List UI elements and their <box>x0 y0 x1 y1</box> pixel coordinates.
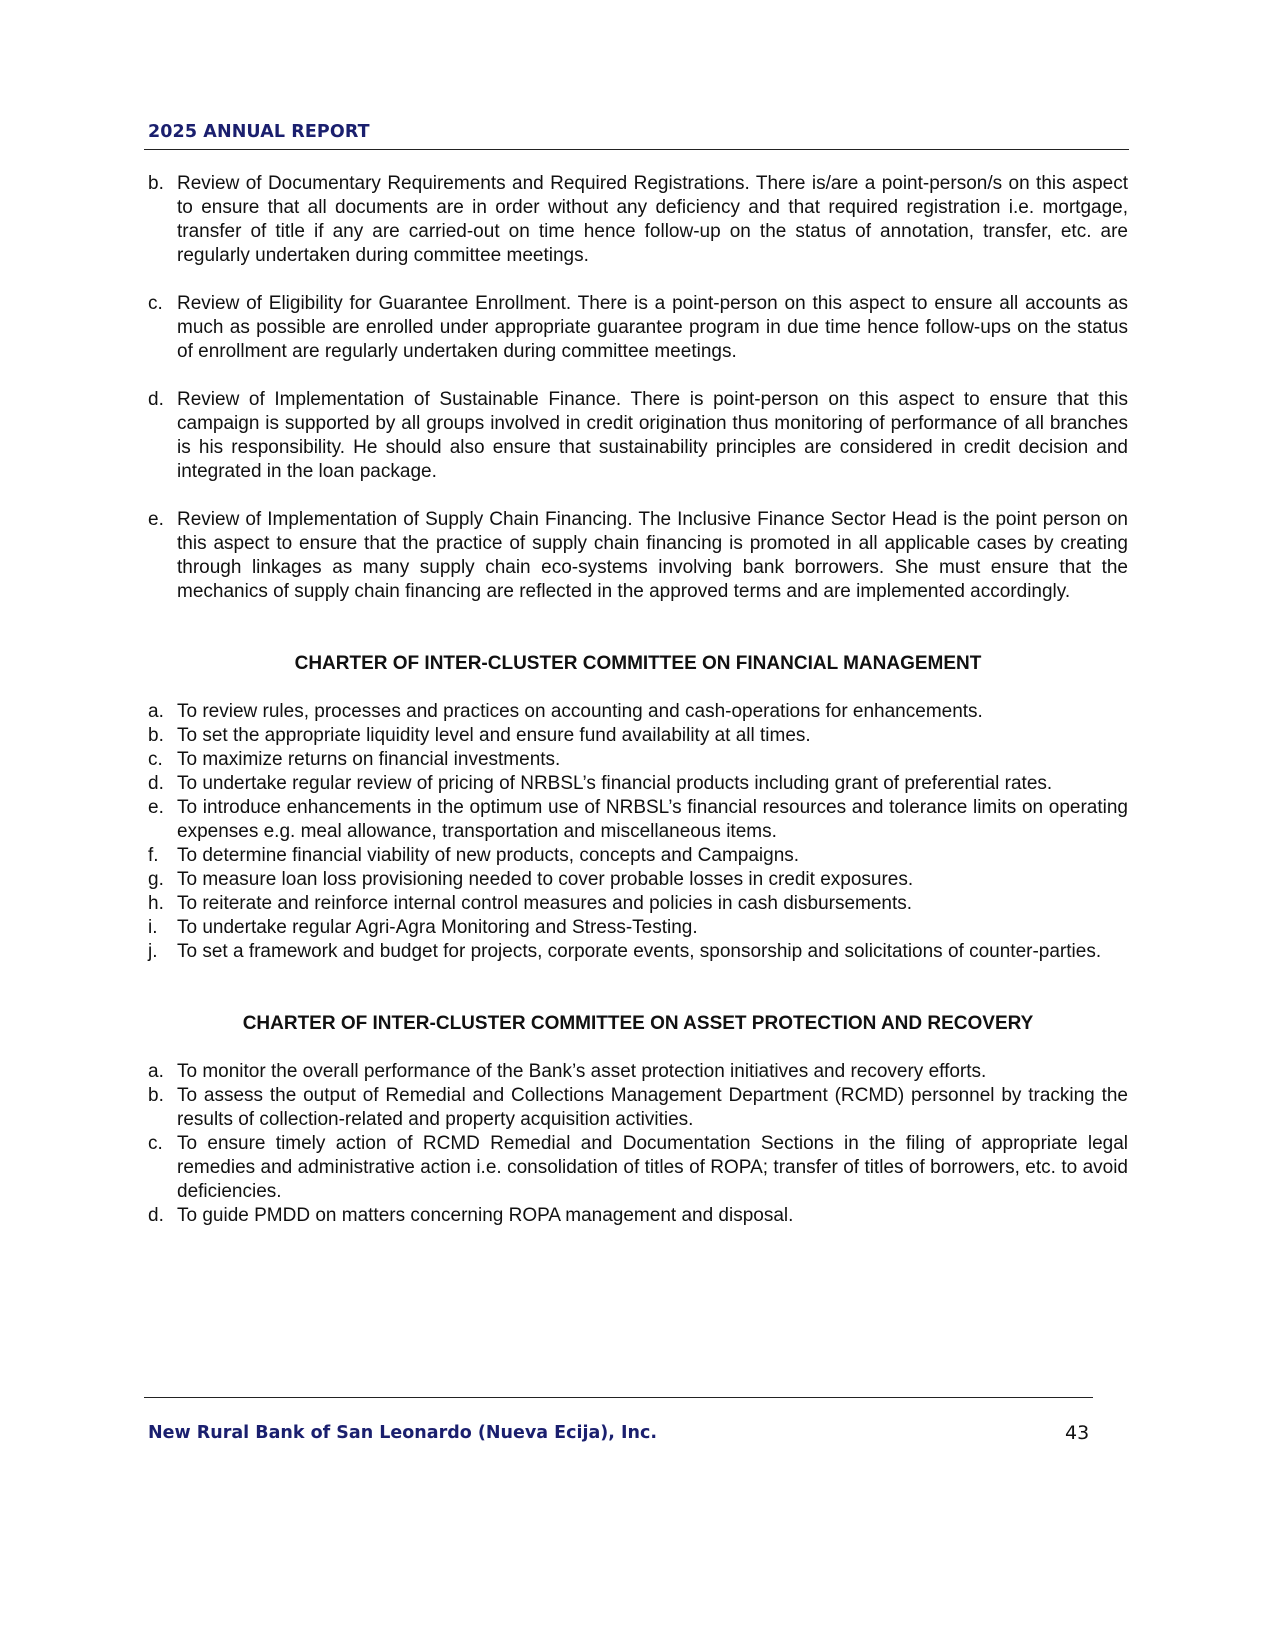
asset-protection-heading: CHARTER OF INTER-CLUSTER COMMITTEE ON ASSET PROTECTION AND RECOVERY <box>242 1013 1034 1034</box>
financial-management-list <box>148 700 1128 964</box>
page-body <box>148 172 1128 1228</box>
list-marker: b. <box>148 725 164 746</box>
footer-divider <box>144 1397 1093 1398</box>
list-item <box>148 724 1128 748</box>
list-item <box>148 1060 1128 1084</box>
list-item <box>148 940 1128 964</box>
report-header-title: 2025 ANNUAL REPORT <box>148 122 370 142</box>
list-item <box>148 796 1128 844</box>
list-item <box>148 1084 1128 1132</box>
list-marker: g. <box>148 869 164 890</box>
list-item-text: To measure loan loss provisioning needed to cover probable losses in credit exposures. <box>177 869 914 890</box>
list-marker: f. <box>148 845 159 866</box>
list-item <box>148 916 1128 940</box>
list-item-text: To undertake regular review of pricing of NRBSL’s financial products including grant of preferential rates. <box>177 773 1053 794</box>
list-marker: h. <box>148 893 164 914</box>
list-item-text: To ensure timely action of RCMD Remedial and Documentation Sections in the filing of appropriate legal remedies and administrative action i.e. consolidation of titles of ROPA; transfer of titles of borrowers, etc. to avoid deficiencies. <box>177 1133 1128 1202</box>
list-item-text: To monitor the overall performance of the Bank’s asset protection initiatives and recovery efforts. <box>177 1061 987 1082</box>
list-item-text: To introduce enhancements in the optimum use of NRBSL’s financial resources and tolerance limits on operating expenses e.g. meal allowance, transportation and miscellaneous items. <box>177 797 1128 842</box>
list-marker: e. <box>148 509 164 530</box>
list-item <box>148 844 1128 868</box>
list-item-text: To set a framework and budget for projects, corporate events, sponsorship and solicitations of counter-parties. <box>177 941 1102 962</box>
list-marker: d. <box>148 773 164 794</box>
list-marker: a. <box>148 1061 164 1082</box>
list-item <box>148 172 1128 268</box>
list-item-text: To undertake regular Agri-Agra Monitoring and Stress-Testing. <box>177 917 698 938</box>
list-item <box>148 772 1128 796</box>
asset-protection-list <box>148 1060 1128 1228</box>
list-marker: c. <box>148 749 163 770</box>
list-item-text: To reiterate and reinforce internal control measures and policies in cash disbursements. <box>177 893 913 914</box>
list-item-text: To assess the output of Remedial and Collections Management Department (RCMD) personnel by tracking the results of collection-related and property acquisition activities. <box>177 1085 1128 1130</box>
list-item-text: To review rules, processes and practices on accounting and cash-operations for enhancements. <box>177 701 983 722</box>
list-item-text: Review of Implementation of Sustainable Finance. There is point-person on this aspect to ensure that this campaign is supported by all groups involved in credit origination thus monitoring of performance of all branches is his responsibility. He should also ensure that sustainability principles are considered in credit decision and integrated in the loan package. <box>177 389 1128 482</box>
list-item-text: To determine financial viability of new products, concepts and Campaigns. <box>177 845 800 866</box>
review-items-list <box>148 172 1128 604</box>
footer-organization-name: New Rural Bank of San Leonardo (Nueva Ecija), Inc. <box>148 1423 657 1443</box>
list-marker: j. <box>148 941 158 962</box>
list-item-text: Review of Documentary Requirements and Required Registrations. There is/are a point-person/s on this aspect to ensure that all documents are in order without any deficiency and that required registration i.e. mortgage, transfer of title if any are carried-out on time hence follow-up on the status of annotation, transfer, etc. are regularly undertaken during committee meetings. <box>177 173 1128 266</box>
list-item <box>148 388 1128 484</box>
list-item <box>148 700 1128 724</box>
list-marker: c. <box>148 1133 163 1154</box>
list-item <box>148 1204 1128 1228</box>
list-item-text: To set the appropriate liquidity level and ensure fund availability at all times. <box>177 725 811 746</box>
list-marker: e. <box>148 797 164 818</box>
list-marker: d. <box>148 389 164 410</box>
list-item <box>148 748 1128 772</box>
list-marker: b. <box>148 173 164 194</box>
list-marker: c. <box>148 293 163 314</box>
list-marker: a. <box>148 701 164 722</box>
list-marker: i. <box>148 917 158 938</box>
list-item <box>148 508 1128 604</box>
page-number: 43 <box>1065 1422 1090 1444</box>
list-item <box>148 892 1128 916</box>
list-item-text: Review of Implementation of Supply Chain Financing. The Inclusive Finance Sector Head is the point person on this aspect to ensure that the practice of supply chain financing is promoted in all applicable cases by creating through linkages as many supply chain eco-systems involving bank borrowers. She must ensure that the mechanics of supply chain financing are reflected in the approved terms and are implemented accordingly. <box>177 509 1128 602</box>
list-item <box>148 1132 1128 1204</box>
list-marker: d. <box>148 1205 164 1226</box>
list-item <box>148 292 1128 364</box>
header-divider <box>144 149 1129 150</box>
list-item <box>148 868 1128 892</box>
list-marker: b. <box>148 1085 164 1106</box>
list-item-text: Review of Eligibility for Guarantee Enrollment. There is a point-person on this aspect to ensure all accounts as much as possible are enrolled under appropriate guarantee program in due time hence follow-ups on the status of enrollment are regularly undertaken during committee meetings. <box>177 293 1128 362</box>
financial-management-heading: CHARTER OF INTER-CLUSTER COMMITTEE ON FINANCIAL MANAGEMENT <box>294 653 982 674</box>
list-item-text: To guide PMDD on matters concerning ROPA management and disposal. <box>177 1205 794 1226</box>
list-item-text: To maximize returns on financial investments. <box>177 749 561 770</box>
